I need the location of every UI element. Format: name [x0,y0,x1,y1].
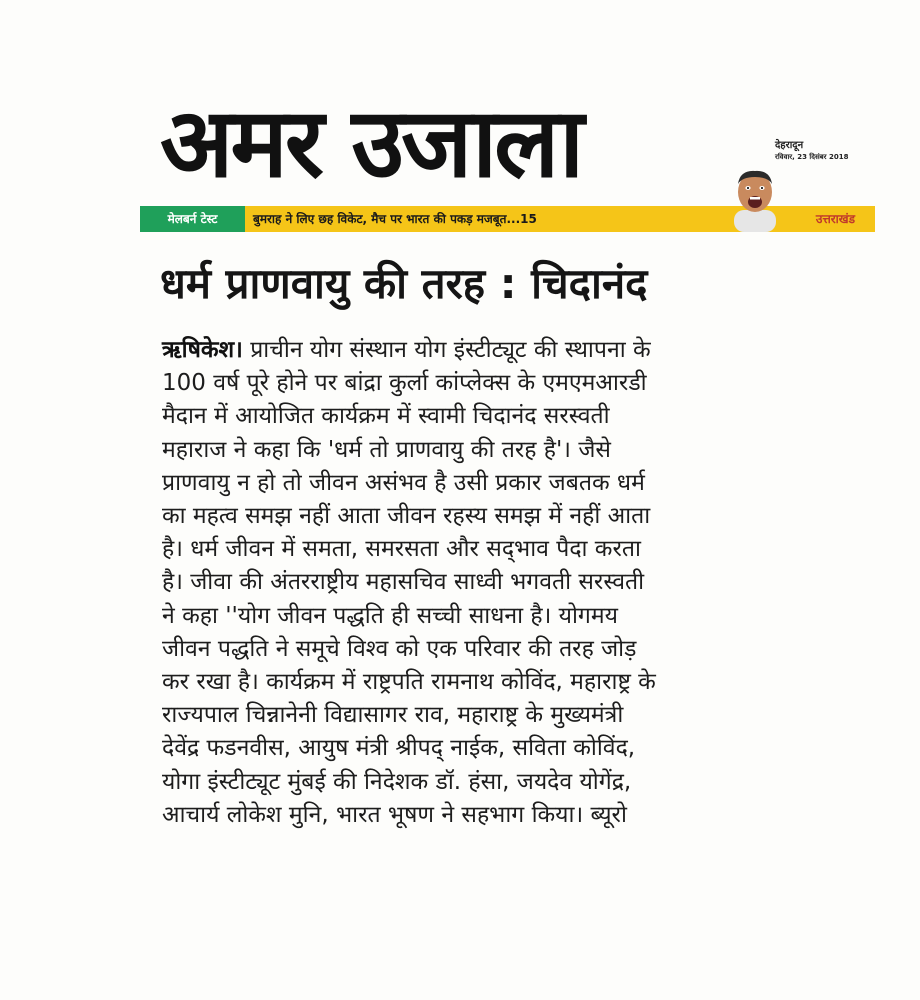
newspaper-logo: अमर उजाला [160,87,582,199]
article-line: देवेंद्र फडनवीस, आयुष मंत्री श्रीपद्‌ नाईक, सविता कोविंद, [162,735,636,762]
article-line: है। जीवा की अंतरराष्ट्रीय महासचिव साध्वी भगवती सरस्वती [162,569,645,596]
article-first-line-text: प्राचीन योग संस्थान योग इंस्टीट्यूट की स्थापना के [242,337,651,363]
cheering-man-icon [728,166,782,232]
edition-info [775,140,848,162]
article-line: राज्यपाल चिन्नानेनी विद्यासागर राव, महाराष्ट्र के मुख्यमंत्री [162,702,624,729]
edition-date: रविवार, 23 दिसंबर 2018 [775,153,849,161]
masthead [160,88,760,198]
article-line: मैदान में आयोजित कार्यक्रम में स्वामी चिदानंद सरस्वती [162,403,610,430]
ribbon-region: उत्तराखंड [815,212,855,226]
edition-city: देहरादून [775,140,804,151]
article-line: है। धर्म जीवन में समता, समरसता और सद्‌भाव पैदा करता [162,536,641,563]
dateline: ऋषिकेश। [162,337,243,363]
article-line: जीवन पद्धति ने समूचे विश्व को एक परिवार की तरह जोड़ [162,635,637,662]
article-line: महाराज ने कहा कि 'धर्म तो प्राणवायु की तरह है'। जैसे [162,436,611,463]
article-line: का महत्व समझ नहीं आता जीवन रहस्य समझ में नहीं आता [162,503,651,530]
ribbon-headline: बुमराह ने लिए छह विकेट, मैच पर भारत की पकड़ मजबूत...15 [253,212,537,226]
article-line: योगा इंस्टीट्यूट मुंबई की निदेशक डॉ. हंसा, जयदेव योगेंद्र, [162,768,632,795]
article-body [162,334,842,832]
ribbon-tag: मेलबर्न टेस्ट [140,206,245,232]
article-line: कर रखा है। कार्यक्रम में राष्ट्रपति रामनाथ कोविंद, महाराष्ट्र के [162,669,656,696]
article-line: प्राणवायु न हो तो जीवन असंभव है उसी प्रकार जबतक धर्म [162,469,645,496]
article-line: 100 वर्ष पूरे होने पर बांद्रा कुर्ला कांप्लेक्स के एमएमआरडी [162,370,647,397]
article-headline: धर्म प्राणवायु की तरह : चिदानंद [160,259,648,308]
article-line: ने कहा ''योग जीवन पद्धति ही सच्ची साधना है। योगमय [162,602,618,629]
article-line: आचार्य लोकेश मुनि, भारत भूषण ने सहभाग किया। ब्यूरो [162,801,627,828]
article-line [162,334,842,367]
